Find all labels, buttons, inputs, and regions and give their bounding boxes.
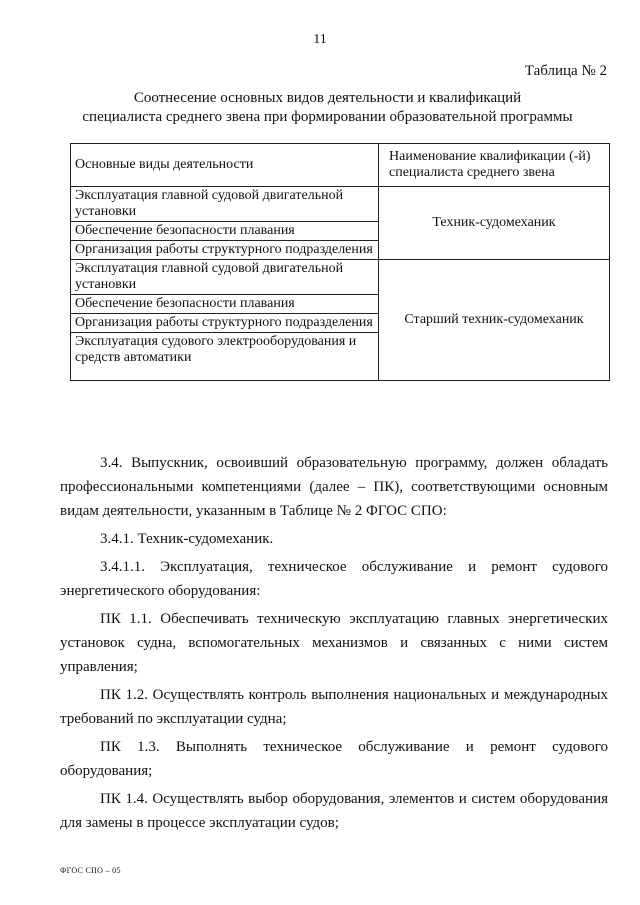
footer-label: ФГОС СПО – 05 <box>60 866 121 875</box>
table-header-row <box>71 144 610 187</box>
paragraph: ПК 1.4. Осуществлять выбор оборудования, элементов и систем оборудования для замены в процессе эксплуатации судов; <box>60 791 608 831</box>
table-title-line-1: Соотнесение основных видов деятельности и квалификаций <box>133 90 522 106</box>
activity-cell: Эксплуатация судового электрооборудования и средств автоматики <box>71 333 379 381</box>
table-title <box>60 89 595 127</box>
paragraph: 3.4.1.1. Эксплуатация, техническое обслуживание и ремонт судового энергетического оборудования: <box>60 559 608 599</box>
qualification-table <box>70 143 610 381</box>
paragraph: 3.4.1. Техник-судомеханик. <box>100 531 274 547</box>
table-row <box>71 187 610 222</box>
activity-cell: Обеспечение безопасности плавания <box>71 295 379 314</box>
paragraph: ПК 1.1. Обеспечивать техническую эксплуатацию главных энергетических установок судна, вспомогательных механизмов и связанных с ними систем управления; <box>60 611 608 675</box>
table-number: Таблица № 2 <box>524 63 607 79</box>
paragraph: ПК 1.2. Осуществлять контроль выполнения национальных и международных требований по эксплуатации судна; <box>60 687 608 727</box>
activity-cell: Эксплуатация главной судовой двигательной установки <box>71 260 379 295</box>
paragraph: 3.4. Выпускник, освоивший образовательную программу, должен обладать профессиональными компетенциями (далее – ПК), соответствующими основным видам деятельности, указанным в Таблице № 2 ФГОС СПО: <box>60 455 608 519</box>
activity-cell: Организация работы структурного подразделения <box>71 241 379 260</box>
table-title-line-2: специалиста среднего звена при формировании образовательной программы <box>82 109 573 125</box>
qualification-cell-senior-technician: Старший техник-судомеханик <box>379 260 610 381</box>
activity-cell: Эксплуатация главной судовой двигательной установки <box>71 187 379 222</box>
paragraph: ПК 1.3. Выполнять техническое обслуживание и ремонт судового оборудования; <box>60 739 608 779</box>
qualification-cell-technician: Техник-судомеханик <box>379 187 610 260</box>
header-qualification: Наименование квалификации (-й) специалиста среднего звена <box>379 144 610 187</box>
activity-cell: Организация работы структурного подразделения <box>71 314 379 333</box>
table-row <box>71 260 610 295</box>
activity-cell: Обеспечение безопасности плавания <box>71 222 379 241</box>
page-number: 11 <box>313 32 327 47</box>
header-activities: Основные виды деятельности <box>71 144 379 187</box>
body-text <box>60 451 608 835</box>
